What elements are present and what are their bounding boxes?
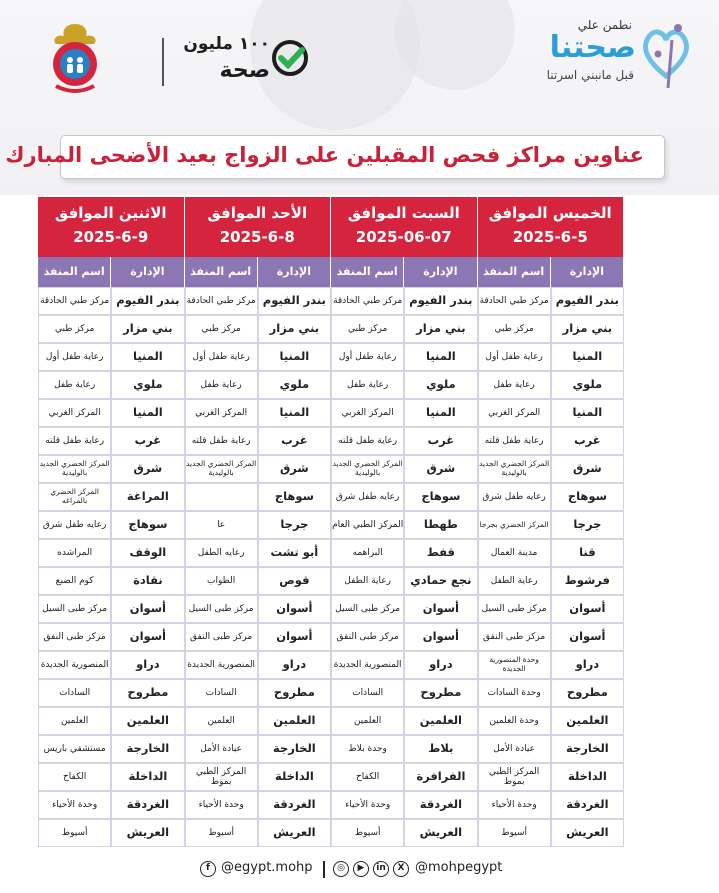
admin-cell: المنيا: [404, 399, 477, 427]
outlet-column-header: اسم المنفذ: [185, 257, 258, 287]
instagram-icon[interactable]: ◎: [333, 861, 349, 877]
outlet-cell: رعاية طفل: [38, 371, 111, 399]
admin-cell: شرق: [111, 455, 184, 483]
outlet-cell: الطواب: [185, 567, 258, 595]
check-icon: [270, 38, 310, 78]
outlet-cell: المركز الطبي العام: [331, 511, 404, 539]
outlet-cell: المركز الغربي: [331, 399, 404, 427]
outlet-cell: المركز الطبي بموط: [185, 763, 258, 791]
footer: [195, 857, 525, 883]
outlet-cell: وحدة الأحياء: [331, 791, 404, 819]
admin-cell: مطروح: [111, 679, 184, 707]
admin-cell: أسوان: [404, 595, 477, 623]
outlet-cell: رعاية طفل: [331, 371, 404, 399]
admin-cell: بني مزار: [258, 315, 331, 343]
admin-cell: العريش: [404, 819, 477, 847]
admin-cell: سوهاج: [551, 483, 624, 511]
outlet-cell: المنصورية الجديدة: [331, 651, 404, 679]
admin-cell: أسوان: [551, 623, 624, 651]
outlet-cell: رعايه الطفل: [185, 539, 258, 567]
outlet-cell: مستشفي باريس: [38, 735, 111, 763]
admin-cell: بندر الفيوم: [404, 287, 477, 315]
outlet-column-header: اسم المنفذ: [478, 257, 551, 287]
outlet-cell: المركز الغربي: [185, 399, 258, 427]
day-name: الخميس الموافق: [488, 204, 612, 222]
outlet-cell: رعاية طفل قلته: [185, 427, 258, 455]
day-name: الأحد الموافق: [207, 204, 308, 222]
admin-cell: الغردقة: [258, 791, 331, 819]
admin-cell: بلاط: [404, 735, 477, 763]
outlet-cell: كوم الضبع: [38, 567, 111, 595]
admin-cell: أسوان: [258, 595, 331, 623]
admin-cell: شرق: [551, 455, 624, 483]
admin-cell: طهطا: [404, 511, 477, 539]
outlet-cell: [185, 483, 258, 511]
outlet-cell: مركز طبى النفق: [478, 623, 551, 651]
admin-cell: فرشوط: [551, 567, 624, 595]
admin-column-header: الإدارة: [111, 257, 184, 287]
outlet-cell: وحدة العلمين: [478, 707, 551, 735]
admin-cell: شرق: [404, 455, 477, 483]
outlet-cell: المراشده: [38, 539, 111, 567]
outlet-cell: رعايه طفل شرق: [38, 511, 111, 539]
outlet-cell: رعاية طفل قلته: [38, 427, 111, 455]
admin-cell: غرب: [258, 427, 331, 455]
admin-cell: المنيا: [551, 343, 624, 371]
outlet-cell: المركز الحضري الجديد بالوليدية: [38, 455, 111, 483]
outlet-cell: المركز الغربي: [38, 399, 111, 427]
admin-cell: بني مزار: [404, 315, 477, 343]
admin-cell: الوقف: [111, 539, 184, 567]
outlet-cell: مركز طبى النفق: [331, 623, 404, 651]
outlet-cell: مركز طبي: [478, 315, 551, 343]
admin-cell: الخارجة: [111, 735, 184, 763]
admin-cell: أسوان: [111, 595, 184, 623]
outlet-cell: المركز الطبي بموط: [478, 763, 551, 791]
outlet-cell: رعاية الطفل: [331, 567, 404, 595]
schedule-table: [38, 197, 624, 847]
outlet-cell: مركز طبي: [38, 315, 111, 343]
admin-column-header: الإدارة: [404, 257, 477, 287]
outlet-cell: الكفاح: [331, 763, 404, 791]
admin-cell: العلمين: [111, 707, 184, 735]
outlet-cell: رعاية طفل أول: [185, 343, 258, 371]
outlet-cell: السادات: [185, 679, 258, 707]
outlet-cell: أسيوط: [331, 819, 404, 847]
admin-cell: ملوي: [404, 371, 477, 399]
sehetna-sub-text: قبل مانبني اسرتنا: [546, 68, 634, 82]
admin-cell: العريش: [258, 819, 331, 847]
admin-cell: ملوي: [111, 371, 184, 399]
ministry-logo-group: [40, 20, 310, 100]
outlet-cell: المركز الحضري الجديد بالوليدية: [478, 455, 551, 483]
outlet-cell: مركز طبى النفق: [38, 623, 111, 651]
admin-cell: غرب: [551, 427, 624, 455]
admin-cell: قوص: [258, 567, 331, 595]
admin-cell: المنيا: [111, 343, 184, 371]
outlet-cell: رعاية طفل: [185, 371, 258, 399]
admin-cell: الغردقة: [404, 791, 477, 819]
linkedin-icon[interactable]: in: [373, 861, 389, 877]
outlet-cell: مركز طبي: [185, 315, 258, 343]
admin-cell: دراو: [111, 651, 184, 679]
admin-cell: أسوان: [258, 623, 331, 651]
admin-cell: العلمين: [404, 707, 477, 735]
admin-cell: شرق: [258, 455, 331, 483]
admin-cell: الغردقة: [111, 791, 184, 819]
admin-cell: قنا: [551, 539, 624, 567]
day-header: [185, 197, 332, 257]
outlet-cell: المنصورية الجديدة: [38, 651, 111, 679]
outlet-cell: مركز طبي الحادقة: [185, 287, 258, 315]
hundred-million-logo: [175, 32, 310, 96]
admin-cell: الداخلة: [258, 763, 331, 791]
admin-cell: جرجا: [551, 511, 624, 539]
facebook-handle[interactable]: @egypt.mohp: [221, 860, 313, 875]
outlet-cell: رعاية الطفل: [478, 567, 551, 595]
admin-cell: نقادة: [111, 567, 184, 595]
day-date: 2025-06-07: [355, 228, 452, 246]
outlet-cell: مركز طبى النفق: [185, 623, 258, 651]
outlet-cell: الكفاح: [38, 763, 111, 791]
outlet-cell: رعاية طفل قلته: [478, 427, 551, 455]
outlet-cell: مدينة العمال: [478, 539, 551, 567]
admin-cell: بندر الفيوم: [551, 287, 624, 315]
sehetna-logo: [520, 8, 700, 98]
page-title: عناوين مراكز فحص المقبلين على الزواج بعيد الأضحى المبارك: [5, 143, 644, 167]
admin-cell: أسوان: [111, 623, 184, 651]
outlet-cell: السادات: [38, 679, 111, 707]
admin-cell: أبو تشت: [258, 539, 331, 567]
outlet-cell: البراهمه: [331, 539, 404, 567]
outlet-column-header: اسم المنفذ: [38, 257, 111, 287]
admin-cell: العلمين: [258, 707, 331, 735]
outlet-column-header: اسم المنفذ: [331, 257, 404, 287]
admin-cell: أسوان: [551, 595, 624, 623]
heart-icon: [638, 18, 694, 90]
sehetna-main-text: صحتنا: [549, 30, 636, 65]
day-header: [478, 197, 625, 257]
social-handle[interactable]: @mohpegypt: [415, 860, 503, 875]
admin-cell: نجع حمادي: [404, 567, 477, 595]
admin-cell: الغردقة: [551, 791, 624, 819]
outlet-cell: رعاية طفل أول: [331, 343, 404, 371]
admin-cell: دراو: [258, 651, 331, 679]
outlet-cell: المركز الغربي: [478, 399, 551, 427]
youtube-icon[interactable]: ▶: [353, 861, 369, 877]
outlet-cell: أسيوط: [185, 819, 258, 847]
admin-column-header: الإدارة: [258, 257, 331, 287]
outlet-cell: مركز طبي الحادقة: [38, 287, 111, 315]
outlet-cell: مركز طبى السيل: [185, 595, 258, 623]
outlet-cell: عيادة الأمل: [478, 735, 551, 763]
outlet-cell: العلمين: [331, 707, 404, 735]
outlet-cell: أسيوط: [38, 819, 111, 847]
outlet-cell: مركز طبي الحادقة: [331, 287, 404, 315]
outlet-cell: وحدة الأحياء: [38, 791, 111, 819]
admin-cell: سوهاج: [111, 511, 184, 539]
outlet-cell: عا: [185, 511, 258, 539]
day-date: 2025-6-5: [512, 228, 588, 246]
admin-cell: جرجا: [258, 511, 331, 539]
x-icon[interactable]: X: [393, 861, 409, 877]
admin-cell: ملوي: [258, 371, 331, 399]
outlet-cell: مركز طبي الحادقة: [478, 287, 551, 315]
admin-cell: الخارجة: [258, 735, 331, 763]
day-date: 2025-6-9: [73, 228, 149, 246]
admin-cell: المنيا: [551, 399, 624, 427]
admin-cell: غرب: [111, 427, 184, 455]
day-name: الاثنين الموافق: [54, 204, 167, 222]
outlet-cell: رعاية طفل أول: [38, 343, 111, 371]
outlet-cell: عيادة الأمل: [185, 735, 258, 763]
admin-cell: قفط: [404, 539, 477, 567]
sehetna-top-text: نطمن علي: [577, 18, 632, 32]
outlet-cell: رعايه طفل شرق: [331, 483, 404, 511]
admin-cell: مطروح: [258, 679, 331, 707]
outlet-cell: مركز طبي: [331, 315, 404, 343]
admin-cell: مطروح: [404, 679, 477, 707]
admin-cell: الخارجة: [551, 735, 624, 763]
admin-cell: مطروح: [551, 679, 624, 707]
outlet-cell: مركز طبى السيل: [478, 595, 551, 623]
admin-cell: العريش: [551, 819, 624, 847]
day-header: [331, 197, 478, 257]
admin-cell: الفرافرة: [404, 763, 477, 791]
outlet-cell: وحدة المنصورية الجديدة: [478, 651, 551, 679]
outlet-cell: رعاية طفل قلته: [331, 427, 404, 455]
health-text: صحة: [219, 58, 270, 83]
outlet-cell: وحدة السادات: [478, 679, 551, 707]
outlet-cell: رعايه طفل شرق: [478, 483, 551, 511]
hundred-million-text: ١٠٠ مليون: [183, 34, 270, 54]
outlet-cell: مركز طبى السيل: [38, 595, 111, 623]
outlet-cell: المركز الحضري بجرجا: [478, 511, 551, 539]
title-box: [5, 135, 665, 179]
admin-cell: سوهاج: [258, 483, 331, 511]
outlet-cell: مركز طبى السيل: [331, 595, 404, 623]
day-name: السبت الموافق: [347, 204, 460, 222]
outlet-cell: وحدة الأحياء: [185, 791, 258, 819]
admin-cell: المنيا: [258, 399, 331, 427]
admin-cell: بني مزار: [551, 315, 624, 343]
admin-column-header: الإدارة: [551, 257, 624, 287]
admin-cell: أسوان: [404, 623, 477, 651]
admin-cell: المنيا: [258, 343, 331, 371]
outlet-cell: رعاية طفل: [478, 371, 551, 399]
admin-cell: بندر الفيوم: [258, 287, 331, 315]
admin-cell: دراو: [551, 651, 624, 679]
logo-divider: [162, 38, 164, 86]
admin-cell: الداخلة: [111, 763, 184, 791]
admin-cell: بني مزار: [111, 315, 184, 343]
outlet-cell: المركز الحضري الجديد بالوليدية: [185, 455, 258, 483]
outlet-cell: رعاية طفل أول: [478, 343, 551, 371]
outlet-cell: المنصورية الجديدة: [185, 651, 258, 679]
outlet-cell: وحدة الأحياء: [478, 791, 551, 819]
day-header: [38, 197, 185, 257]
admin-cell: العريش: [111, 819, 184, 847]
admin-cell: سوهاج: [404, 483, 477, 511]
outlet-cell: العلمين: [185, 707, 258, 735]
admin-cell: المنيا: [111, 399, 184, 427]
admin-cell: الداخلة: [551, 763, 624, 791]
facebook-icon[interactable]: f: [200, 861, 216, 877]
footer-divider: [323, 861, 325, 878]
admin-cell: ملوي: [551, 371, 624, 399]
admin-cell: المنيا: [404, 343, 477, 371]
admin-cell: دراو: [404, 651, 477, 679]
admin-cell: المراغة: [111, 483, 184, 511]
outlet-cell: المركز الحضري الجديد بالوليدية: [331, 455, 404, 483]
day-date: 2025-6-8: [219, 228, 295, 246]
outlet-cell: السادات: [331, 679, 404, 707]
outlet-cell: العلمين: [38, 707, 111, 735]
admin-cell: بندر الفيوم: [111, 287, 184, 315]
ministry-emblem-icon: [46, 22, 104, 94]
outlet-cell: المركز الحضري بالمراغه: [38, 483, 111, 511]
admin-cell: العلمين: [551, 707, 624, 735]
outlet-cell: أسيوط: [478, 819, 551, 847]
outlet-cell: وحدة بلاط: [331, 735, 404, 763]
admin-cell: غرب: [404, 427, 477, 455]
